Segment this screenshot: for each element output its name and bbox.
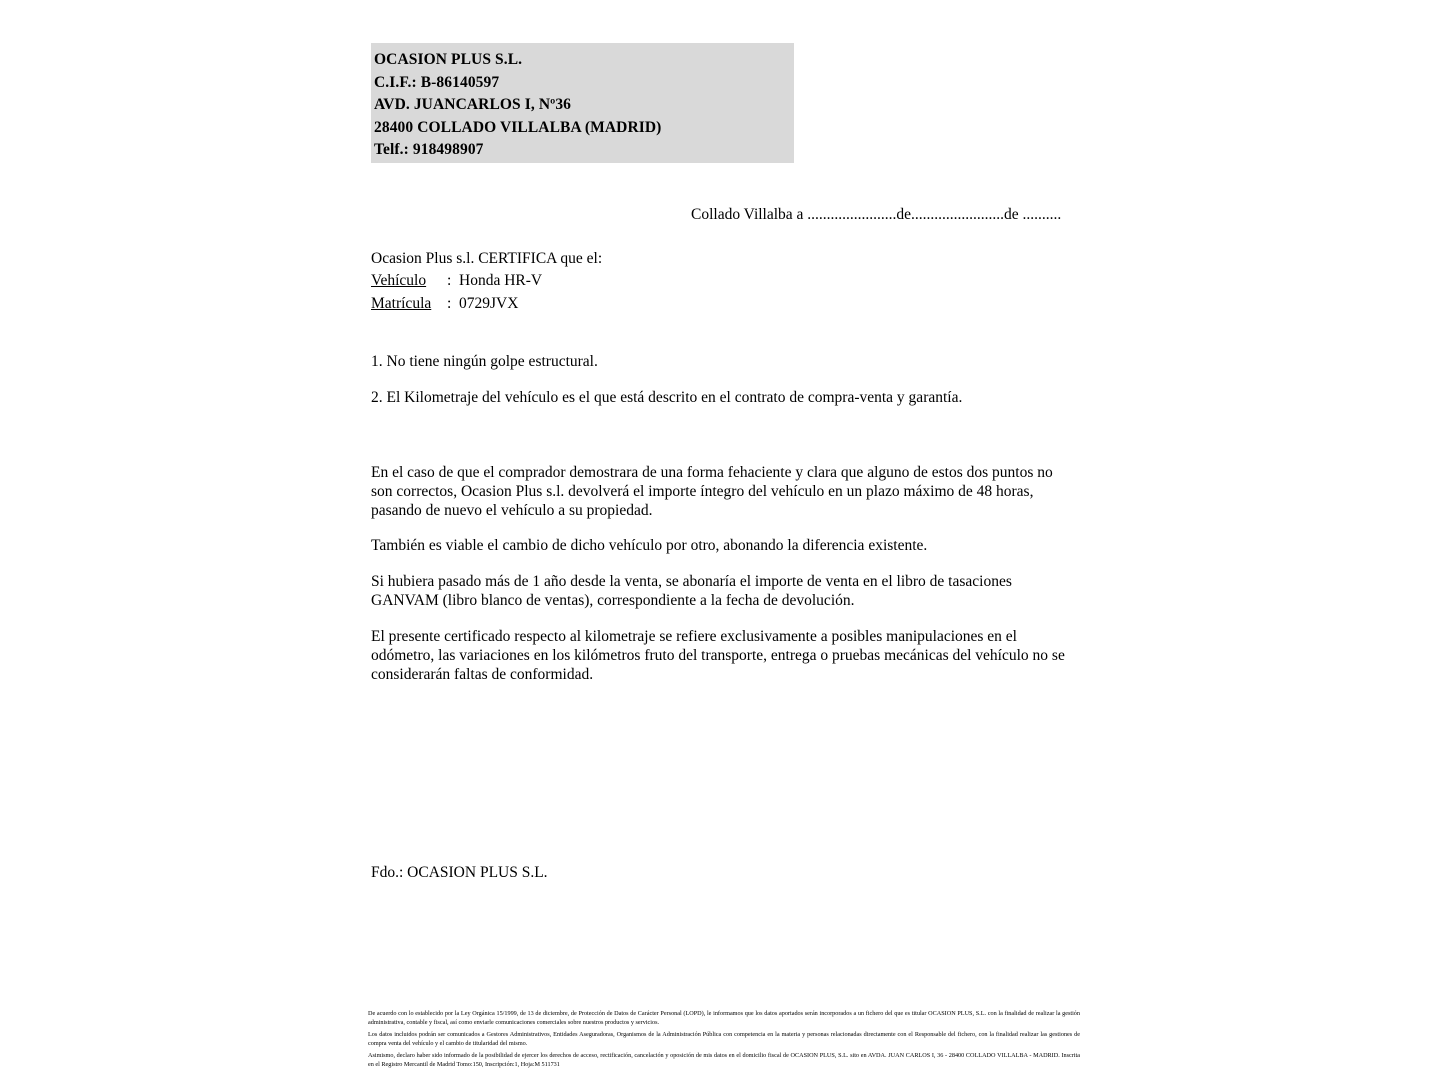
company-phone: Telf.: 918498907 xyxy=(374,141,484,158)
company-cif: C.I.F.: B-86140597 xyxy=(374,73,500,91)
point-1: 1. No tiene ningún golpe estructural. xyxy=(371,353,598,370)
legal-paragraph-2: Los datos incluidos podrán ser comunicados a Gestores Administrativos, Entidades Aseguradoras, Organismos de la Administración Pública con competencia en la materia y personas relacionadas directamente con el Responsable del fichero, con la finalidad realizar las gestiones de compra venta del vehículo y el cambio de titularidad del mismo. xyxy=(368,1031,1080,1047)
paragraph-refund: En el caso de que el comprador demostrara de una forma fehaciente y clara que alguno de estos dos puntos no son correctos, Ocasion Plus s.l. devolverá el importe íntegro del vehículo en un plazo máximo de 48 horas, pasando de nuevo el vehículo a su propiedad. xyxy=(371,464,1053,519)
date-line: Collado Villalba a .......................de........................de .......... xyxy=(691,206,1062,223)
vehicle-field-separator: : xyxy=(447,272,452,289)
paragraph-odometer: El presente certificado respecto al kilometraje se refiere exclusivamente a posibles manipulaciones en el odómetro, las variaciones en los kilómetros fruto del transporte, entrega o pruebas mecánicas del vehículo no se considerarán faltas de conformidad. xyxy=(371,628,1065,683)
company-city: 28400 COLLADO VILLALBA (MADRID) xyxy=(374,118,662,136)
company-name: OCASION PLUS S.L. xyxy=(374,51,523,68)
paragraph-ganvam: Si hubiera pasado más de 1 año desde la venta, se abonaría el importe de venta en el libro de tasaciones GANVAM (libro blanco de ventas), correspondiente a la fecha de devolución. xyxy=(371,573,1012,609)
plate-field-label: Matrícula xyxy=(371,295,432,312)
document-body xyxy=(368,0,1080,1080)
signature-line: Fdo.: OCASION PLUS S.L. xyxy=(371,864,548,881)
plate-field-separator: : xyxy=(447,295,452,312)
company-address: AVD. JUANCARLOS I, Nº36 xyxy=(374,96,572,113)
legal-paragraph-1: De acuerdo con lo establecido por la Ley Orgánica 15/1999, de 13 de diciembre, de Protección de Datos de Carácter Personal (LOPD), le informamos que los datos aportados serán incorporados a un fichero del que es titular OCASION PLUS, S.L. con la finalidad de realizar la gestión administrativa, contable y fiscal, así como enviarle comunicaciones comerciales sobre nuestros productos y servicios. xyxy=(368,1010,1080,1026)
paragraph-exchange: También es viable el cambio de dicho vehículo por otro, abonando la diferencia existente. xyxy=(371,537,928,554)
point-2: 2. El Kilometraje del vehículo es el que está descrito en el contrato de compra-venta y garantía. xyxy=(371,389,963,406)
vehicle-field-label: Vehículo xyxy=(371,272,427,289)
vehicle-field-value: Honda HR-V xyxy=(459,272,543,289)
plate-field-row xyxy=(371,295,518,313)
legal-footer xyxy=(368,1010,1080,1070)
plate-field-value: 0729JVX xyxy=(459,295,519,312)
vehicle-field-row xyxy=(371,272,542,290)
legal-paragraph-3: Asimismo, declaro haber sido informado de la posibilidad de ejercer los derechos de acceso, rectificación, cancelación y oposición de mis datos en el domicilio fiscal de OCASION PLUS, S.L. sito en AVDA. JUAN CARLOS I, 36 - 28400 COLLADO VILLALBA - MADRID. Inscrita en el Registro Mercantil de Madrid Tomo:150, Inscripción:1, Hoja:M 511731 xyxy=(368,1052,1080,1068)
certifies-statement: Ocasion Plus s.l. CERTIFICA que el: xyxy=(371,250,603,267)
company-header-block xyxy=(371,43,794,163)
